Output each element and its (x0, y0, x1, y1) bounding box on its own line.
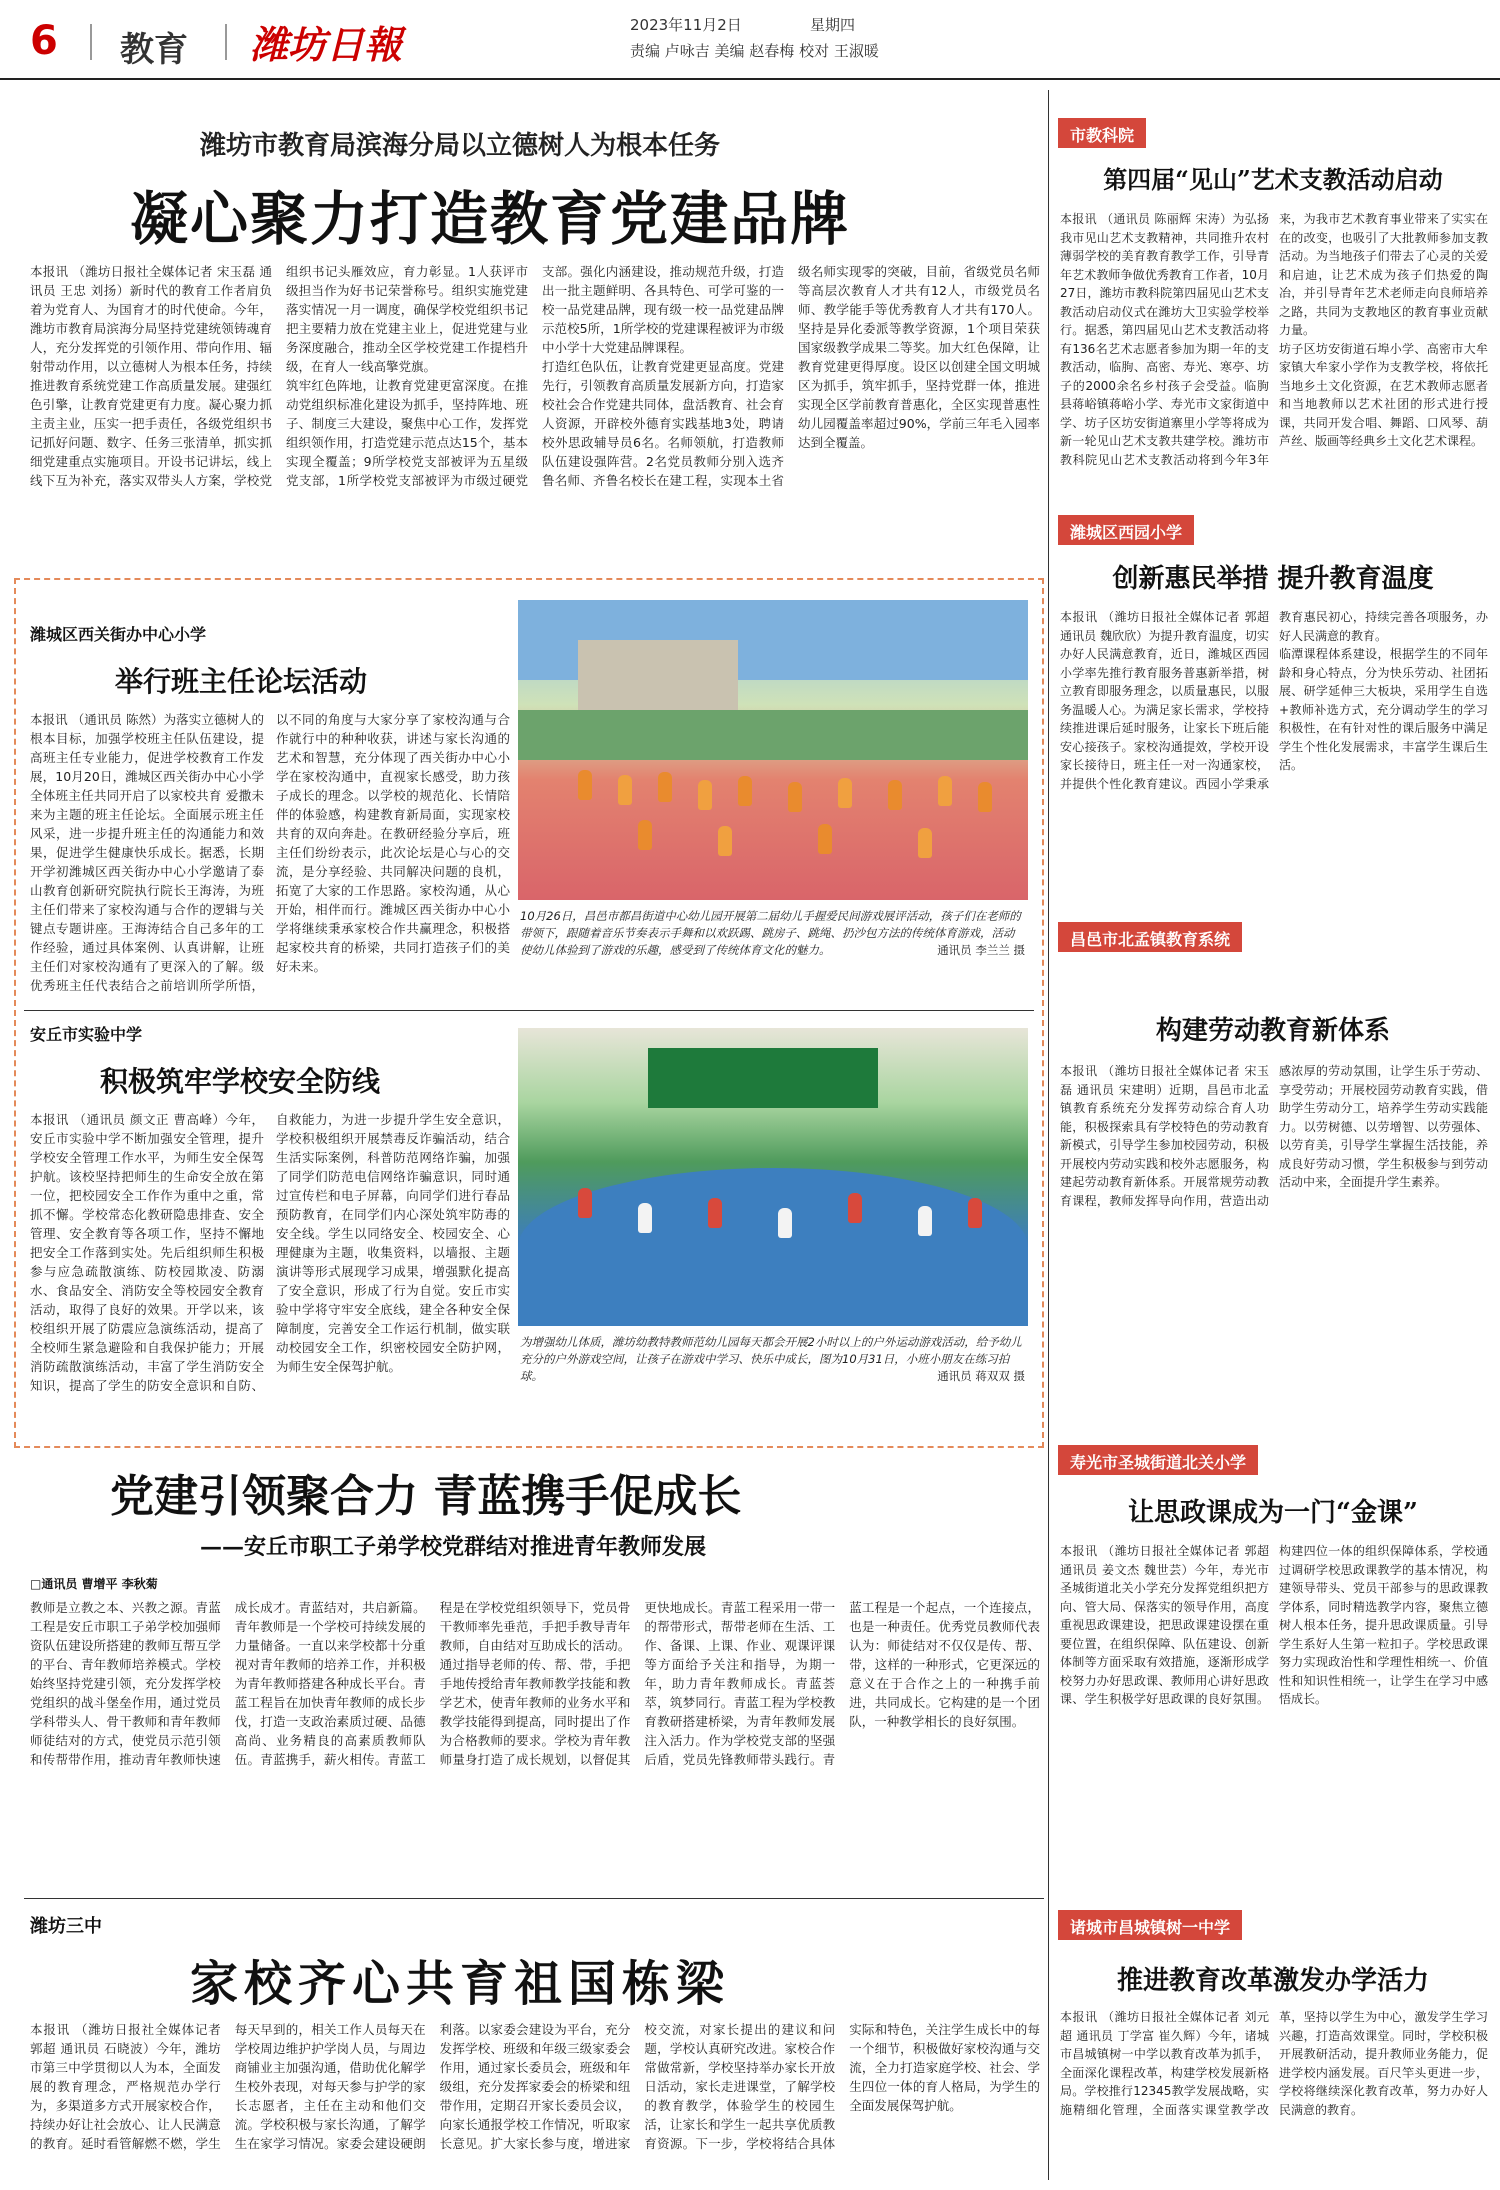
sidebar-tag: 市教科院 (1058, 118, 1146, 148)
sidebar-tag: 寿光市圣城街道北关小学 (1058, 1445, 1258, 1475)
sidebar-body (1060, 608, 1488, 908)
anqiu-staff-subtitle: ——安丘市职工子弟学校党群结对推进青年教师发展 (200, 1534, 707, 1560)
photo2-caption-text: 为增强幼儿体质，潍坊幼教特教师范幼儿园每天都会开展2小时以上的户外运动游戏活动，给予幼儿充分的户外游戏空间，让孩子在游戏中学习、快乐中成长，图为10月31日，小班小朋友在练习拍球。 (520, 1335, 1022, 1383)
anqiu-staff-byline: □通讯员 曹增平 李秋菊 (30, 1577, 158, 1591)
sidebar-title: 让思政课成为一门“金课” (1128, 1498, 1418, 1528)
editor-credits: 责编 卢咏吉 美编 赵春梅 校对 王淑暖 (630, 42, 879, 60)
sidebar-body: 本报讯 （潍坊日报社全媒体记者 郭超 通讯员 姜文杰 魏世芸）今年，寿光市圣城街道北关小学充分发挥党组织把方向、管大局、保落实的领导作用，高度重视思政课建设，把思政课建设摆在重要位置，在组织保障、队伍建设、创新体制等方面采取有效措施，逐渐形成学校努力办好思政课、教师用心讲好思政课、学生积极学好思政课的良好氛围。构建四位一体的组织保障体系，学校通过调研学校思政课教学的基本情况，构建领导带头、党员干部参与的思政课教学体系，同时精选教学内容，聚焦立德树人根本任务，提升思政课质量。引导学生系好人生第一粒扣子。学校思政课努力实现政治性和学理性相统一、价值性和知识性相统一，让学生在学习中感悟成长。 (1060, 1544, 1488, 1706)
anqiu-exp-school: 安丘市实验中学 (30, 1025, 143, 1044)
sidebar-body: 本报讯 （潍坊日报社全媒体记者 宋玉磊 通讯员 宋建明）近期，昌邑市北孟镇教育系统充分发挥劳动综合育人功能，积极探索具有学校特色的劳动教育新模式，引导学生参加校园劳动，积极开展校内劳动实践和校外志愿服务，构建起劳动教育新体系。开展常规劳动教育课程，教师发挥导向作用，营造出动感浓厚的劳动氛围，让学生乐于劳动、享受劳动；开展校园劳动教育实践，借助学生劳动分工，培养学生劳动实践能力。以劳树德、以劳增智、以劳强体、以劳育美，引导学生掌握生活技能，养成良好劳动习惯，学生积极参与到劳动活动中来，全面提升学生素养。 (1060, 1064, 1488, 1208)
sidebar-body: 本报讯 （潍坊日报社全媒体记者 刘元超 通讯员 丁学富 崔久辉）今年，诸城市昌城镇树一中学以教育改革为抓手，全面深化课程改革，构建学校发展新格局。学校推行12345教学发展战略，实施精细化管理，全面落实课堂教学改革，坚持以学生为中心，激发学生学习兴趣，打造高效课堂。同时，学校积极开展教研活动，提升教师业务能力，促进学校内涵发展。百尺竿头更进一步，学校将继续深化教育改革，努力办好人民满意的教育。 (1060, 2010, 1488, 2117)
xiguan-title: 举行班主任论坛活动 (115, 665, 368, 698)
xiguan-school: 潍城区西关街办中心小学 (30, 625, 207, 644)
photo1-credit: 通讯员 李兰兰 摄 (937, 943, 1025, 957)
kindergarten-games-photo (518, 600, 1028, 900)
photo1-caption-text: 10月26日，昌邑市都昌街道中心幼儿园开展第二届幼儿手握爱民间游戏展评活动，孩子们在老师的带领下，跟随着音乐节奏表示手舞和以欢跃踢、跳房子、跳绳、扔沙包方法的传统体育游戏，活动使幼儿体验到了游戏的乐趣，感受到了传统体育文化的魅力。 (520, 909, 1021, 957)
issue-weekday: 星期四 (810, 16, 856, 34)
photo2-credit: 通讯员 蒋双双 摄 (937, 1369, 1025, 1383)
ball-practice-photo (518, 1028, 1028, 1326)
anqiu-staff-body: 教师是立教之本、兴教之源。青蓝工程是安丘市职工子弟学校加强师资队伍建设所搭建的教师互帮互学的平台、青年教师培养模式。学校始终坚持党建引领，充分发挥学校党组织的战斗堡垒作用，通过党员学科带头人、骨干教师和青年教师师徒结对的方式，使党员示范引领和传帮带作用，推动青年教师快速成长成才。青蓝结对，共启新篇。青年教师是一个学校可持续发展的力量储备。一直以来学校都十分重视对青年教师的培养工作，并积极为青年教师搭建各种成长平台。青蓝工程旨在加快青年教师的成长步伐，打造一支政治素质过硬、品德高尚、业务精良的高素质教师队伍。青蓝携手，薪火相传。青蓝工程是在学校党组织领导下，党员骨干教师率先垂范，手把手教导青年教师，自由结对互助成长的活动。通过指导老师的传、帮、带，手把手地传授给青年教师教学技能和教学艺术，使青年教师的业务水平和教学技能得到提高，同时提出了作为合格教师的要求。学校为青年教师量身打造了成长规划，以督促其更快地成长。青蓝工程采用一带一的帮带形式，帮带老师在生活、工作、备课、上课、作业、观课评课等方面给予关注和指导，为期一年，助力青年教师成长。青蓝荟萃，筑梦同行。青蓝工程为学校教育教研搭建桥梁，为青年教师发展注入活力。作为学校党支部的坚强后盾，党员先锋教师带头践行。青蓝工程是一个起点，一个连接点，也是一种责任。优秀党员教师代表认为：师徒结对不仅仅是传、帮、带，这样的一种形式，它更深远的意义在于合作之上的一种携手前进，共同成长。它构建的是一个团队，一种教学相长的良好氛围。 (30, 1600, 1040, 1767)
page-number: 6 (30, 18, 58, 64)
photo1-caption (520, 908, 1025, 959)
sanzhong-body: 本报讯 （潍坊日报社全媒体记者 郭超 通讯员 石晓波）今年，潍坊市第三中学贯彻以人为本，全面发展的教育理念，严格规范办学行为，多渠道多方式开展家校合作，持续办好让社会放心、让人民满意的教育。延时看管解燃不燃，学生每天早到的，相关工作人员每天在学校周边维护护学岗人员，与周边商铺业主加强沟通，借助优化解学生校外表现，对每天参与护学的家长志愿者，主任在主动和他们交流。学校积极与家长沟通，了解学生在家学习情况。家委会建设硬朗利落。以家委会建设为平台，充分发挥学校、班级和年级三级家委会作用，通过家长委员会，班级和年级组，充分发挥家委会的桥梁和纽带作用，定期召开家长委员会议，向家长通报学校工作情况，听取家长意见。扩大家长参与度，增进家校交流，对家长提出的建议和问题，学校认真研究改进。家校合作常做常新，学校坚持举办家长开放日活动，家长走进课堂，了解学校的教育教学，体验学生的校园生活，让家长和学生一起共享优质教育资源。下一步，学校将结合具体实际和特色，关注学生成长中的每一个细节，积极做好家校沟通与交流，全力打造家庭学校、社会、学生四位一体的育人格局，为学生的全面发展保驾护航。 (30, 2022, 1040, 2151)
sidebar-paragraph: 临潭课程体系建设，根据学生的不同年龄和身心特点，分为快乐劳动、社团拓展、研学延伸三大板块，采用学生自选+教师补选方式，充分调动学生的学习积极性，在有针对性的课后服务中满足学生个性化发展需求，丰富学生课后生活。 (1279, 647, 1488, 772)
photo2-caption (520, 1334, 1025, 1385)
lead-body (30, 262, 1040, 562)
column-divider (1048, 90, 1049, 2180)
sidebar-tag: 诸城市昌城镇树一中学 (1058, 1910, 1242, 1940)
anqiu-staff-title: 党建引领聚合力 青蓝携手促成长 (110, 1471, 742, 1522)
sidebar-paragraph: 本报讯 （通讯员 陈丽辉 宋涛）为弘扬我市见山艺术支教精神，共同推升农村薄弱学校的美育教育教学工作，引导青年艺术教师争做优秀教育工作者，10月27日，潍坊市教科院第四届见山艺术支教活动启动仪式在潍坊大卫实验学校举行。据悉，第四届见山艺术支教活动将有136名艺术志愿者参加为期一年的支教活动，临朐、高密、寿光、寒亭、坊子的2000余名乡村孩子会受益。临朐县蒋峪镇蒋峪小学、寿光市文家街道中学、坊子区坊安街道寨里小学等将成为新一轮见山艺术支教共建学校。潍坊市教科院见山艺术支教活动将到今年3年来，为我市艺术教育事业带来了实实在在的改变，也吸引了大批教师参加支教活动。为当地孩子们带去了心灵的关爱和启迪，让艺术成为孩子们热爱的陶冶，并引导青年艺术老师走向良师培养之路，共同为支教地区的教育事业贡献力量。 (1060, 212, 1488, 467)
sidebar-title: 第四届“见山”艺术支教活动启动 (1103, 165, 1443, 194)
sidebar-tag: 潍城区西园小学 (1058, 515, 1194, 545)
lead-title: 凝心聚力打造教育党建品牌 (130, 185, 851, 253)
sidebar-title: 构建劳动教育新体系 (1155, 1016, 1390, 1046)
lead-paragraph: 本报讯 （潍坊日报社全媒体记者 宋玉磊 通讯员 王忠 刘扬）新时代的教育工作者肩负着为党育人、为国育才的时代使命。今年，潍坊市教育局滨海分局坚持党建统领铸魂育人，充分发挥党的引领作用、带向作用、辐射带动作用，以立德树人为根本任务，持续推进教育系统党建工作高质量发展。建强红色引擎，让教育党建更有力度。凝心聚力抓主责主业，压实一把手责任，各级党组织书记抓好问题、数字、任务三张清单，抓实抓细党建重点实施项目。开设书记讲坛，线上线下互为补充，落实双带头人方案，学校党组织书记头雁效应，育力彰显。1人获评市级担当作为好书记荣誉称号。组织实施党建落实情况一月一调度，确保学校党组织书记把主要精力放在党建主业上，促进党建与业务深度融合，推动全区学校党建工作提档升级，在育人一线高擎党旗。 (30, 264, 528, 488)
issue-date: 2023年11月2日 (630, 16, 742, 34)
lead-paragraph: 筑牢红色阵地，让教育党建更富深度。在推动党组织标准化建设为抓手，坚持阵地、班子、制度三大建设，聚焦中心工作，发挥党组织领作用，打造党建示范点达15个，基本实现全覆盖；9所学校党支部被评为五星级党支部，1所学校党支部被评为市级过硬党支部。强化内涵建设，推动规范升级，打造出一批主题鲜明、各具特色、可学可鉴的一校一品党建品牌，现有级一校一品党建品牌示范校5所，1所学校的党建课程被评为市级中小学十大党建品牌课程。 (286, 264, 784, 488)
sidebar-paragraph: 坊子区坊安街道石埠小学、高密市大牟家镇大牟家小学作为支教学校，将依托当地乡土文化资源，在艺术教师志愿者和当地教师以艺术社团的形式进行授课，共同开发合唱、舞蹈、口风琴、葫芦丝、版画等经典乡土文化艺术课程。 (1279, 341, 1488, 448)
sidebar-title: 创新惠民举措 提升教育温度 (1112, 564, 1434, 594)
anqiu-exp-body: 本报讯 （通讯员 颜文正 曹高峰）今年，安丘市实验中学不断加强安全管理，提升学校安全管理工作水平，为师生安全保驾护航。该校坚持把师生的生命安全放在第一位，把校园安全工作作为重中之重，常抓不懈。学校常态化教研隐患排查、安全管理、安全教育等各项工作，坚持不懈地把安全工作落到实处。先后组织师生积极参与应急疏散演练、防校园欺凌、防溺水、食品安全、消防安全等校园安全教育活动，取得了良好的效果。开学以来，该校组织开展了防震应急演练活动，提高了全校师生紧急避险和自我保护能力；开展消防疏散演练活动，丰富了学生消防安全知识，提高了学生的防安全意识和自防、自救能力，为进一步提升学生安全意识，学校积极组织开展禁毒反诈骗活动，结合生活实际案例，科普防范网络诈骗，加强了同学们防范电信网络诈骗意识，同时通过宣传栏和电子屏幕，向同学们进行春品预防教育，在同学们内心深处筑牢防毒的安全线。学生以同络安全、校园安全、心理健康为主题，收集资料，以墙报、主题演讲等形式展现学习成果，增强默化提高了安全意识，形成了行为自觉。安丘市实验中学将守牢安全底线，建全各种安全保障制度，完善安全工作运行机制，做实联动校园安全工作，织密校园安全防护网，为师生安全保驾护航。 (30, 1112, 510, 1393)
page-header (0, 0, 1500, 80)
lead-paragraph: 打造红色队伍，让教育党建更显高度。党建先行，引领教育高质量发展新方向，打造家校社会合作党建共同体，盘活教育、社会育人资源，开辟校外德育实践基地3处，聘请校外思政辅导员6名。名师领航，打造教师队伍建设强阵营。2名党员教师分别入选齐鲁名师、齐鲁名校长在建工程，实现本土省级名师实现零的突破，目前，省级党员名师等高层次教育人才共有12人，市级党员名师、教学能手等优秀教育人才共有170人。坚持是异化委派等教学资源，1个项目荣获国家级教学成果二等奖。加大红色保障，让教育党建更得厚度。设区以创建全国文明城区为抓手，筑牢抓手，坚持党群一体，推进实现全区学前教育普惠化，全区实现普惠性幼儿园覆盖率超过90%，学前三年毛入园率达到全覆盖。 (542, 264, 1040, 488)
sanzhong-school: 潍坊三中 (30, 1916, 102, 1937)
lead-kicker: 潍坊市教育局滨海分局以立德树人为根本任务 (200, 131, 721, 161)
divider (225, 24, 227, 60)
newspaper-logo: 潍坊日報 (250, 22, 403, 67)
section-name: 教育 (120, 30, 188, 70)
divider (24, 1898, 1044, 1899)
anqiu-exp-title: 积极筑牢学校安全防线 (100, 1065, 381, 1098)
xiguan-body: 本报讯 （通讯员 陈然）为落实立德树人的根本目标，加强学校班主任队伍建设，提高班主任专业能力，促进学校教育工作发展，10月20日，潍城区西关街办中心小学全体班主任共同开启了以家校共育 爱撒未来为主题的班主任论坛。全面展示班主任风采，进一步提升班主任的沟通能力和效果，促进学生健康快乐成长。据悉，长期开学初潍城区西关街办中心小学邀请了泰山教育创新研究院执行院长王海涛，为班主任们带来了家校沟通与合作的逻辑与关键点专题讲座。王海涛结合自己多年的工作经验，通过具体案例、认真讲解，让班主任们对家校沟通有了更深入的了解。级优秀班主任代表结合之前培训所学所悟，以不同的角度与大家分享了家校沟通与合作就行中的种种收获，讲述与家长沟通的艺术和智慧，充分体现了西关街办中心小学在家校沟通中，直视家长感受，助力孩子成长的理念。以学校的规范化、长情陪伴的体验感，构建教育新局面，实现家校共育的双向奔赴。在教研经验分享后，班主任们纷纷表示，此次论坛是心与心的交流，是分享经验、共同解决问题的良机，拓宽了大家的工作思路。家校沟通，从心开始，相伴而行。潍城区西关街办中心小学将继续秉承家校合作共赢理念，积极搭起家校共育的桥梁，共同打造孩子们的美好未来。 (30, 712, 510, 993)
sidebar-tag: 昌邑市北孟镇教育系统 (1058, 922, 1242, 952)
sidebar-body (1060, 210, 1488, 505)
divider (90, 24, 92, 60)
divider (24, 1010, 1034, 1011)
sidebar-title: 推进教育改革激发办学活力 (1116, 1966, 1429, 1996)
sidebar-paragraph: 本报讯 （潍坊日报社全媒体记者 郭超 通讯员 魏欣欣）为提升教育温度，切实办好人民满意教育，近日，潍城区西园小学率先推行教育服务普惠新举措，树立教育即服务理念，以质量惠民，以服务温暖人心。为满足家长需求，学校持续推进课后延时服务，让家长下班后能安心接孩子。家校沟通提效，学校开设家长接待日，班主任一对一沟通家校，并提供个性化教育建议。西园小学秉承教育惠民初心，持续完善各项服务，办好人民满意的教育。 (1060, 610, 1488, 791)
sanzhong-title: 家校齐心共育祖国栋梁 (190, 1956, 731, 2012)
